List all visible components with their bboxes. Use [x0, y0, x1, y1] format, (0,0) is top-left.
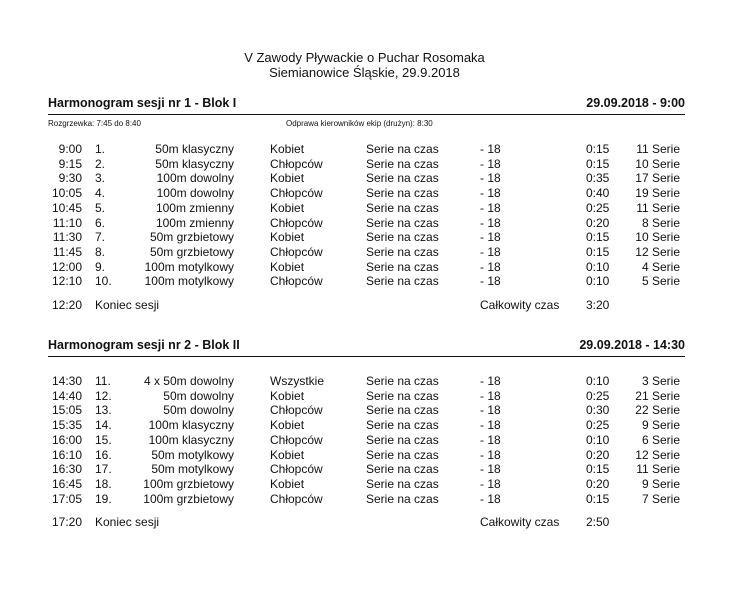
event-age: - 18 [480, 259, 501, 274]
event-type: Serie na czas [366, 200, 439, 215]
event-distance: 100m dowolny [156, 186, 234, 201]
event-category: Kobiet [270, 142, 305, 156]
event-distance: 100m dowolny [156, 171, 234, 186]
event-distance: 50m dowolny [163, 403, 234, 418]
total-time-value: 2:50 [586, 515, 610, 530]
end-time: 17:20 [51, 515, 82, 530]
session-end-row [48, 298, 685, 313]
event-type: Serie na czas [366, 388, 439, 403]
event-series: 6 Serie [641, 432, 680, 447]
event-category: Kobiet [270, 476, 305, 491]
event-duration: 0:30 [586, 403, 610, 418]
event-number: 6. [95, 215, 106, 230]
session-date: 29.09.2018 - 14:30 [579, 338, 685, 352]
event-category: Chłopców [270, 491, 323, 506]
end-time: 12:20 [51, 298, 82, 312]
session-info-row [48, 115, 685, 129]
event-age: - 18 [480, 418, 501, 433]
event-category: Chłopców [270, 186, 323, 201]
event-time: 9:00 [58, 142, 82, 156]
end-label: Koniec sesji [95, 515, 160, 530]
event-row [48, 433, 685, 448]
event-age: - 18 [480, 142, 501, 156]
event-number: 10. [95, 274, 112, 289]
event-duration: 0:15 [586, 230, 610, 245]
event-age: - 18 [480, 491, 501, 506]
event-category: Chłopców [270, 403, 323, 418]
event-series: 19 Serie [635, 186, 680, 201]
session-block [48, 338, 685, 530]
event-category: Chłopców [270, 215, 323, 230]
event-type: Serie na czas [366, 462, 439, 477]
end-label: Koniec sesji [95, 298, 160, 312]
session-date: 29.09.2018 - 9:00 [586, 96, 685, 110]
event-row [48, 389, 685, 404]
event-category: Chłopców [270, 156, 323, 171]
event-distance: 50m grzbietowy [149, 230, 234, 245]
session-spacer [48, 357, 685, 371]
event-category: Chłopców [270, 462, 323, 477]
event-type: Serie na czas [366, 447, 439, 462]
event-duration: 0:25 [586, 388, 610, 403]
event-row [48, 216, 685, 231]
event-number: 7. [95, 230, 106, 245]
event-category: Kobiet [270, 388, 305, 403]
event-series: 17 Serie [635, 171, 680, 186]
event-row [48, 260, 685, 275]
event-time: 10:45 [51, 200, 82, 215]
event-row [48, 245, 685, 260]
briefing-info: Odprawa kierowników ekip (drużyn): 8:30 [286, 119, 433, 128]
event-series: 21 Serie [635, 388, 680, 403]
event-series: 22 Serie [635, 403, 680, 418]
event-duration: 0:15 [586, 142, 610, 156]
event-duration: 0:15 [586, 491, 610, 506]
event-type: Serie na czas [366, 171, 439, 186]
event-duration: 0:10 [586, 374, 610, 388]
event-category: Kobiet [270, 230, 305, 245]
event-number: 2. [95, 156, 106, 171]
event-age: - 18 [480, 374, 501, 388]
event-distance: 100m motylkowy [144, 274, 234, 289]
event-series: 4 Serie [641, 259, 680, 274]
event-type: Serie na czas [366, 142, 439, 156]
event-number: 15. [95, 432, 112, 447]
event-distance: 50m motylkowy [151, 447, 234, 462]
event-distance: 100m grzbietowy [143, 476, 234, 491]
total-time-value: 3:20 [586, 298, 610, 312]
event-number: 8. [95, 244, 106, 259]
event-row [48, 403, 685, 418]
event-series: 7 Serie [641, 491, 680, 506]
event-type: Serie na czas [366, 244, 439, 259]
event-time: 16:30 [51, 462, 82, 477]
event-category: Kobiet [270, 447, 305, 462]
event-row [48, 374, 685, 389]
event-duration: 0:25 [586, 200, 610, 215]
event-number: 12. [95, 388, 112, 403]
event-duration: 0:10 [586, 259, 610, 274]
event-distance: 100m klasyczny [148, 432, 234, 447]
event-age: - 18 [480, 215, 501, 230]
session-header [48, 338, 685, 357]
event-number: 5. [95, 200, 106, 215]
event-age: - 18 [480, 447, 501, 462]
event-time: 14:40 [51, 388, 82, 403]
event-series: 11 Serie [636, 142, 680, 156]
event-distance: 100m zmienny [155, 200, 234, 215]
event-age: - 18 [480, 432, 501, 447]
event-number: 9. [95, 259, 106, 274]
event-number: 19. [95, 491, 112, 506]
event-distance: 50m motylkowy [151, 462, 234, 477]
event-row [48, 186, 685, 201]
event-category: Kobiet [270, 259, 305, 274]
event-duration: 0:10 [586, 274, 610, 289]
event-time: 10:05 [51, 186, 82, 201]
event-type: Serie na czas [366, 491, 439, 506]
event-number: 17. [95, 462, 112, 477]
event-number: 18. [95, 476, 112, 491]
event-time: 15:05 [51, 403, 82, 418]
event-duration: 0:15 [586, 244, 610, 259]
event-row [48, 418, 685, 433]
session-block [48, 96, 685, 312]
event-type: Serie na czas [366, 418, 439, 433]
event-time: 9:15 [58, 156, 82, 171]
event-distance: 50m klasyczny [155, 156, 234, 171]
event-distance: 4 x 50m dowolny [143, 374, 234, 388]
warmup-info: Rozgrzewka: 7:45 do 8:40 [48, 119, 141, 128]
event-series: 3 Serie [641, 374, 680, 388]
event-row [48, 274, 685, 289]
event-duration: 0:20 [586, 447, 610, 462]
event-series: 12 Serie [635, 447, 680, 462]
event-distance: 100m klasyczny [148, 418, 234, 433]
event-age: - 18 [480, 244, 501, 259]
event-type: Serie na czas [366, 230, 439, 245]
event-series: 11 Serie [636, 200, 680, 215]
event-time: 16:00 [51, 432, 82, 447]
event-number: 3. [95, 171, 106, 186]
event-row [48, 462, 685, 477]
event-series: 11 Serie [636, 462, 680, 477]
event-type: Serie na czas [366, 259, 439, 274]
event-category: Kobiet [270, 418, 305, 433]
session-end-row [48, 515, 685, 530]
event-distance: 100m motylkowy [144, 259, 234, 274]
event-number: 14. [95, 418, 112, 433]
event-series: 9 Serie [641, 476, 680, 491]
event-time: 16:10 [51, 447, 82, 462]
event-distance: 100m grzbietowy [143, 491, 234, 506]
event-number: 13. [95, 403, 112, 418]
event-type: Serie na czas [366, 374, 439, 388]
event-row [48, 142, 685, 157]
event-duration: 0:10 [586, 432, 610, 447]
event-distance: 50m klasyczny [155, 142, 234, 156]
total-time-label: Całkowity czas [480, 298, 560, 312]
event-number: 4. [95, 186, 106, 201]
event-time: 12:10 [51, 274, 82, 289]
event-time: 16:45 [51, 476, 82, 491]
event-row [48, 477, 685, 492]
event-row [48, 201, 685, 216]
event-age: - 18 [480, 403, 501, 418]
event-time: 12:00 [51, 259, 82, 274]
event-row [48, 448, 685, 463]
session-title: Harmonogram sesji nr 1 - Blok I [48, 96, 237, 110]
event-time: 14:30 [51, 374, 82, 388]
event-category: Chłopców [270, 274, 323, 289]
event-category: Kobiet [270, 200, 305, 215]
event-age: - 18 [480, 388, 501, 403]
event-distance: 50m grzbietowy [149, 244, 234, 259]
event-distance: 100m zmienny [155, 215, 234, 230]
event-age: - 18 [480, 462, 501, 477]
event-category: Chłopców [270, 432, 323, 447]
session-title: Harmonogram sesji nr 2 - Blok II [48, 338, 240, 352]
event-age: - 18 [480, 171, 501, 186]
event-type: Serie na czas [366, 476, 439, 491]
event-duration: 0:15 [586, 156, 610, 171]
event-series: 10 Serie [635, 230, 680, 245]
event-row [48, 230, 685, 245]
event-duration: 0:25 [586, 418, 610, 433]
event-time: 9:30 [58, 171, 82, 186]
event-time: 17:05 [51, 491, 82, 506]
event-distance: 50m dowolny [163, 388, 234, 403]
event-duration: 0:20 [586, 476, 610, 491]
event-type: Serie na czas [366, 274, 439, 289]
event-duration: 0:35 [586, 171, 610, 186]
total-time-label: Całkowity czas [480, 515, 560, 530]
event-age: - 18 [480, 230, 501, 245]
event-type: Serie na czas [366, 186, 439, 201]
event-time: 11:45 [52, 244, 82, 259]
event-duration: 0:20 [586, 215, 610, 230]
event-category: Kobiet [270, 171, 305, 186]
event-row [48, 492, 685, 507]
event-time: 11:30 [52, 230, 82, 245]
event-age: - 18 [480, 186, 501, 201]
event-type: Serie na czas [366, 215, 439, 230]
document-title: V Zawody Pływackie o Puchar Rosomaka [244, 50, 485, 65]
event-number: 1. [95, 142, 106, 156]
event-number: 11. [95, 374, 111, 388]
session-header [48, 96, 685, 115]
event-age: - 18 [480, 156, 501, 171]
event-series: 5 Serie [641, 274, 680, 289]
event-type: Serie na czas [366, 403, 439, 418]
event-series: 9 Serie [641, 418, 680, 433]
event-row [48, 157, 685, 172]
event-row [48, 171, 685, 186]
event-age: - 18 [480, 274, 501, 289]
event-category: Chłopców [270, 244, 323, 259]
event-series: 8 Serie [641, 215, 680, 230]
event-age: - 18 [480, 200, 501, 215]
event-duration: 0:40 [586, 186, 610, 201]
document-subtitle: Siemianowice Śląskie, 29.9.2018 [269, 65, 460, 80]
event-time: 15:35 [51, 418, 82, 433]
event-number: 16. [95, 447, 112, 462]
event-type: Serie na czas [366, 432, 439, 447]
event-time: 11:10 [52, 215, 82, 230]
event-series: 12 Serie [635, 244, 680, 259]
event-type: Serie na czas [366, 156, 439, 171]
event-duration: 0:15 [586, 462, 610, 477]
event-series: 10 Serie [635, 156, 680, 171]
event-age: - 18 [480, 476, 501, 491]
event-category: Wszystkie [270, 374, 324, 388]
